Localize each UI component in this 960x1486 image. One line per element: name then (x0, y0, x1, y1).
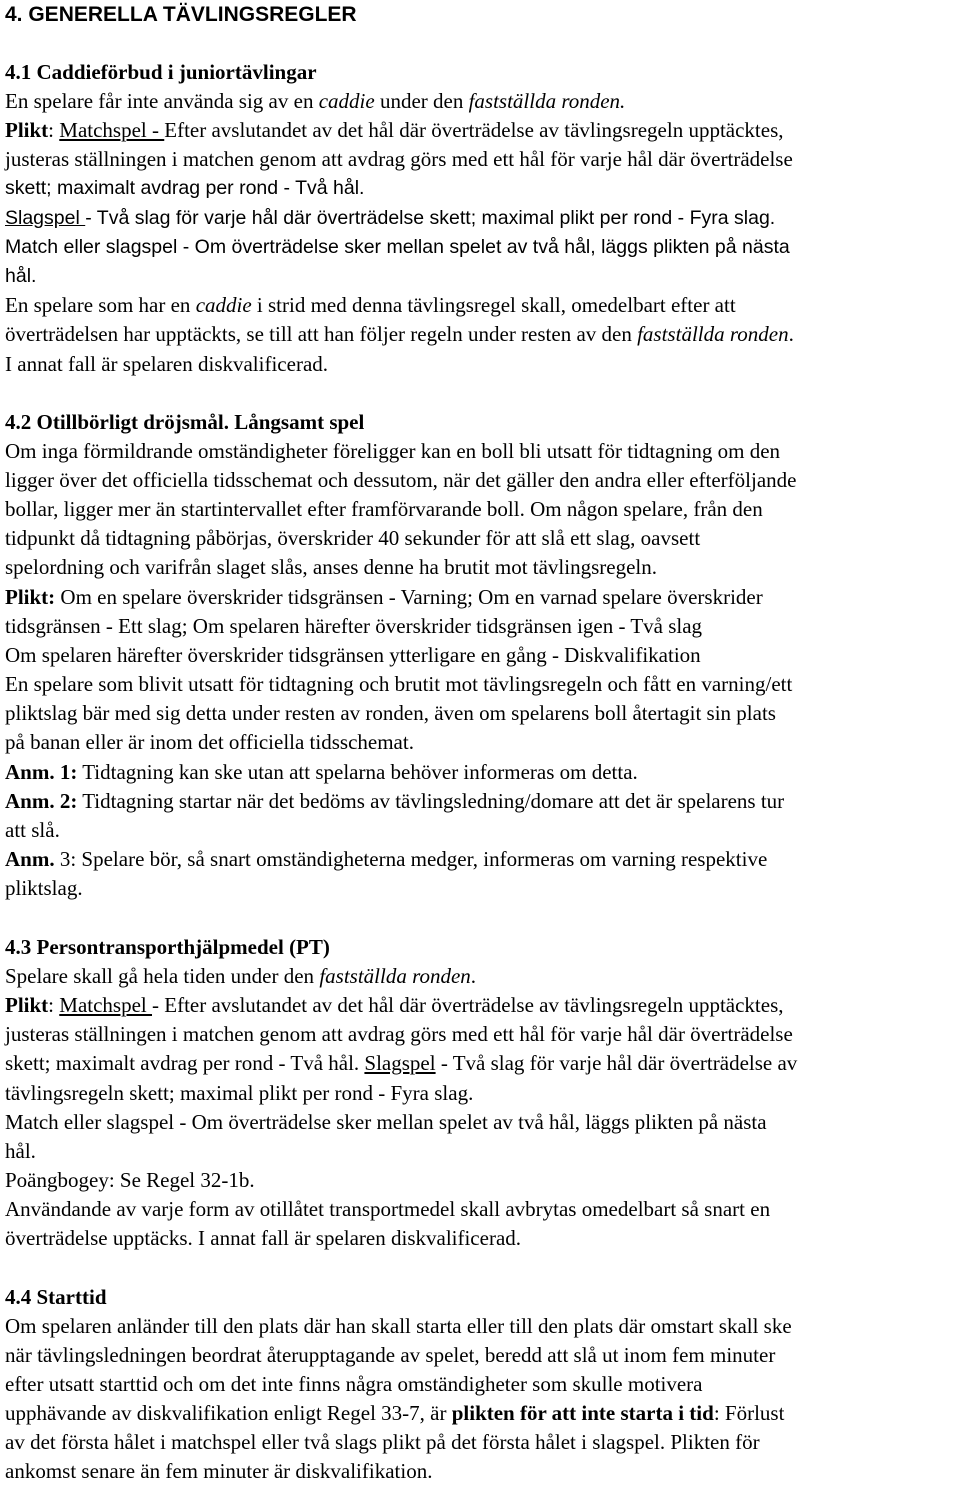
text: En spelare får inte använda sig av en (5, 89, 319, 113)
paragraph-line: justeras ställningen i matchen genom att avdrag görs med ett hål för varje hål där överträdelse (5, 1022, 793, 1046)
paragraph-line: pliktslag bär med sig detta under resten av ronden, även om spelarens boll återtagit sin plats (5, 701, 776, 725)
paragraph-line: Användande av varje form av otillåtet transportmedel skall avbrytas omedelbart så snart en (5, 1197, 771, 1221)
note-label: Anm. (5, 760, 55, 784)
text: i strid med denna tävlingsregel skall, omedelbart efter att (251, 293, 736, 317)
text: Tidtagning kan ske utan att spelarna behöver informeras om detta. (77, 760, 638, 784)
document-heading: 4. GENERELLA TÄVLINGSREGLER (5, 3, 357, 26)
note-label: Anm. (5, 847, 55, 871)
text: 3: Spelare bör, så snart omständigheterna medger, informeras om varning respektive (54, 847, 768, 871)
paragraph-line: justeras ställningen i matchen genom att avdrag görs med ett hål för varje hål där överträdelse (5, 147, 793, 171)
text: Om en spelare överskrider tidsgränsen - Varning; Om en varnad spelare överskrider (55, 585, 763, 609)
paragraph-line: spelordning och varifrån slaget slås, anses denne ha brutit mot tävlingsregeln. (5, 555, 657, 579)
section-4-1-title: 4.1 Caddieförbud i juniortävlingar (5, 60, 317, 84)
paragraph-line: hål. (5, 1139, 36, 1163)
paragraph-line: tidpunkt då tidtagning påbörjas, överskrider 40 sekunder för att slå ett slag, oavsett (5, 526, 701, 550)
slagspel-label: Slagspel (364, 1051, 436, 1075)
paragraph-line: att slå. (5, 818, 60, 842)
paragraph-line: tävlingsregeln skett; maximal plikt per rond - Fyra slag. (5, 1081, 474, 1105)
paragraph-line: skett; maximalt avdrag per rond - Två hål. (5, 177, 365, 199)
section-4-3-title: 4.3 Persontransporthjälpmedel (PT) (5, 935, 330, 959)
penalty-label: Plikt (5, 993, 49, 1017)
paragraph-line (5, 320, 794, 349)
note-number: 1: (54, 760, 78, 784)
text: : Förlust (713, 1401, 785, 1425)
matchspel-label: Matchspel (59, 993, 152, 1017)
section-4-2-title: 4.2 Otillbörligt dröjsmål. Långsamt spel (5, 410, 365, 434)
note-label: Anm. (5, 789, 55, 813)
term-faststallda-ronden: fastställda ronden (319, 964, 471, 988)
paragraph-line (5, 1049, 797, 1078)
text: skett; maximalt avdrag per rond - Två hål. (5, 1051, 365, 1075)
note-1 (5, 758, 638, 787)
text: : (48, 118, 60, 142)
paragraph-line (5, 962, 476, 991)
paragraph-line: av det första hålet i matchspel eller två slags plikt på det första hålet i slagspel. Plikten för (5, 1430, 760, 1454)
paragraph-line (5, 583, 763, 612)
text: - Två slag för varje hål där överträdelse skett; maximal plikt per rond - Fyra slag. (85, 207, 776, 229)
note-2 (5, 787, 784, 816)
note-3 (5, 845, 767, 874)
paragraph-line: ligger över det officiella tidsschemat och dessutom, när det gäller den andra eller efterföljande (5, 468, 797, 492)
text: - Efter avslutandet av det hål där överträdelse av tävlingsregeln upptäcktes, (152, 993, 784, 1017)
text: Efter avslutandet av det hål där överträdelse av tävlingsregeln upptäcktes, (164, 118, 784, 142)
paragraph-line: efter utsatt starttid och om det inte finns några omständigheter som skulle motivera (5, 1372, 703, 1396)
term-faststallda-ronden: fastställda ronden (637, 322, 789, 346)
paragraph-line (5, 991, 784, 1020)
paragraph-line: En spelare som blivit utsatt för tidtagning och brutit mot tävlingsregeln och fått en varning/ett (5, 672, 793, 696)
paragraph-line: Om spelaren anländer till den plats där han skall starta eller till den plats där omstart skall ske (5, 1314, 792, 1338)
text: under den (374, 89, 469, 113)
paragraph-line: överträdelse upptäcks. I annat fall är spelaren diskvalificerad. (5, 1226, 522, 1250)
paragraph-line: Match eller slagspel - Om överträdelse sker mellan spelet av två hål, läggs plikten på nästa (5, 236, 790, 258)
term-caddie: caddie (195, 293, 252, 317)
text: En spelare som har en (5, 293, 196, 317)
paragraph-line: pliktslag. (5, 876, 83, 900)
term-caddie: caddie (318, 89, 375, 113)
paragraph-line (5, 1399, 784, 1428)
text: upphävande av diskvalifikation enligt Regel 33-7, är (5, 1401, 452, 1425)
section-4-4-title: 4.4 Starttid (5, 1285, 107, 1309)
text: . (470, 964, 477, 988)
slagspel-label: Slagspel (5, 207, 86, 229)
paragraph-line: hål. (5, 265, 37, 287)
emphasis: plikten för att inte starta i tid (451, 1401, 714, 1425)
paragraph-line: på banan eller är inom det officiella tidsschemat. (5, 730, 414, 754)
paragraph-line: ankomst senare än fem minuter är diskvalifikation. (5, 1459, 433, 1483)
paragraph-line: Om spelaren härefter överskrider tidsgränsen ytterligare en gång - Diskvalifikation (5, 643, 701, 667)
paragraph-line (5, 291, 736, 320)
paragraph-line: Match eller slagspel - Om överträdelse sker mellan spelet av två hål, läggs plikten på nästa (5, 1110, 767, 1134)
text: - Två slag för varje hål där överträdelse av (435, 1051, 798, 1075)
paragraph-line: tidsgränsen - Ett slag; Om spelaren härefter överskrider tidsgränsen igen - Två slag (5, 614, 703, 638)
paragraph-line (5, 87, 625, 116)
paragraph-line (5, 116, 784, 145)
penalty-label: Plikt (5, 118, 49, 142)
paragraph-line: bollar, ligger mer än startintervallet efter framförvarande boll. Om någon spelare, från den (5, 497, 763, 521)
matchspel-label: Matchspel - (59, 118, 165, 142)
text: överträdelsen har upptäckts, se till att han följer regeln under resten av den (5, 322, 638, 346)
text: Tidtagning startar när det bedöms av tävlingsledning/domare att det är spelarens tur (77, 789, 785, 813)
text: . (788, 322, 794, 346)
paragraph-line (5, 204, 775, 233)
paragraph-line: I annat fall är spelaren diskvalificerad. (5, 352, 329, 376)
note-number: 2: (54, 789, 78, 813)
paragraph-line: när tävlingsledningen beordrat återupptagande av spelet, beredd att slå ut inom fem minuter (5, 1343, 776, 1367)
text: Spelare skall gå hela tiden under den (5, 964, 320, 988)
term-faststallda-ronden: fastställda ronden. (468, 89, 626, 113)
penalty-label: Plikt: (5, 585, 56, 609)
paragraph-line: Om inga förmildrande omständigheter föreligger kan en boll bli utsatt för tidtagning om den (5, 439, 781, 463)
text: : (48, 993, 60, 1017)
paragraph-line: Poängbogey: Se Regel 32-1b. (5, 1168, 255, 1192)
